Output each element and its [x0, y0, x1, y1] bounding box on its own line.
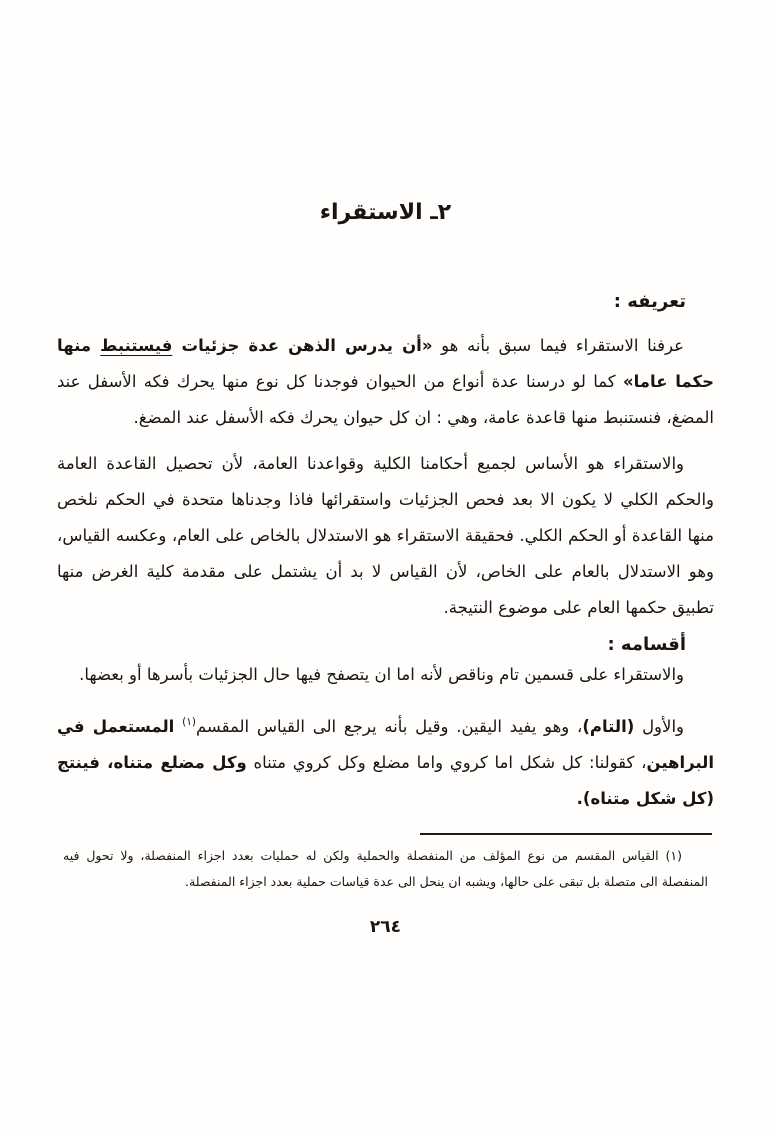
divisions-paragraph-2: والأول (التام)، وهو يفيد اليقين. وقيل بأنه يرجع الى القياس المقسم$^{(١)}$ المستعمل في البراهين، كقولنا: كل شكل اما كروي واما مضلع وكل كروي متناه وكل مضلع متناه، فينتج (كل شكل متناه). [57, 716, 714, 808]
definition-paragraph-1: عرفنا الاستقراء فيما سبق بأنه هو «أن يدرس الذهن عدة جزئيات فيستنبط منها حكما عاما» كما لو درسنا عدة أنواع من الحيوان فوجدنا كل نوع منها يحرك فكه الأسفل عند المضغ، فنستنبط منها قاعدة عامة، وهي : ان كل حيوان يحرك فكه الأسفل عند المضغ. [57, 336, 714, 427]
page-title: ٢ـ الاستقراء [319, 200, 452, 225]
divisions-paragraph-1: والاستقراء على قسمين تام وناقص لأنه اما ان يتصفح فيها حال الجزئيات بأسرها أو بعضها. [79, 665, 684, 684]
divisions-heading: أقسامه : [607, 634, 686, 655]
definition-paragraph-2: والاستقراء هو الأساس لجميع أحكامنا الكلية وقواعدنا العامة، لأن تحصيل القاعدة العامة والحكم الكلي لا يكون الا بعد فحص الجزئيات واستقرائها فاذا وجدناها متحدة في الحكم نلخص منها القاعدة أو الحكم الكلي. فحقيقة الاستقراء هو الاستدلال بالخاص على العام، وعكسه القياس، وهو الاستدلال بالعام على الخاص، لأن القياس لا بد أن يشتمل على مقدمة كلية الغرض منها تطبيق حكمها العام على موضوع النتيجة. [57, 454, 714, 617]
definition-heading: تعريفه : [613, 291, 686, 312]
page-number: ٢٦٤ [369, 917, 402, 937]
footnote-text: (١) القياس المقسم من نوع المؤلف من المنفصلة والحملية ولكن له حمليات بعدد اجزاء المنفصلة، ولا تحول فيه المنفصلة الى متصلة بل تبقى على حالها، ويشبه ان ينحل الى عدة قياسات حملية بعدد اجزاء المنفصلة. [63, 848, 708, 889]
footnote-separator [420, 833, 712, 835]
